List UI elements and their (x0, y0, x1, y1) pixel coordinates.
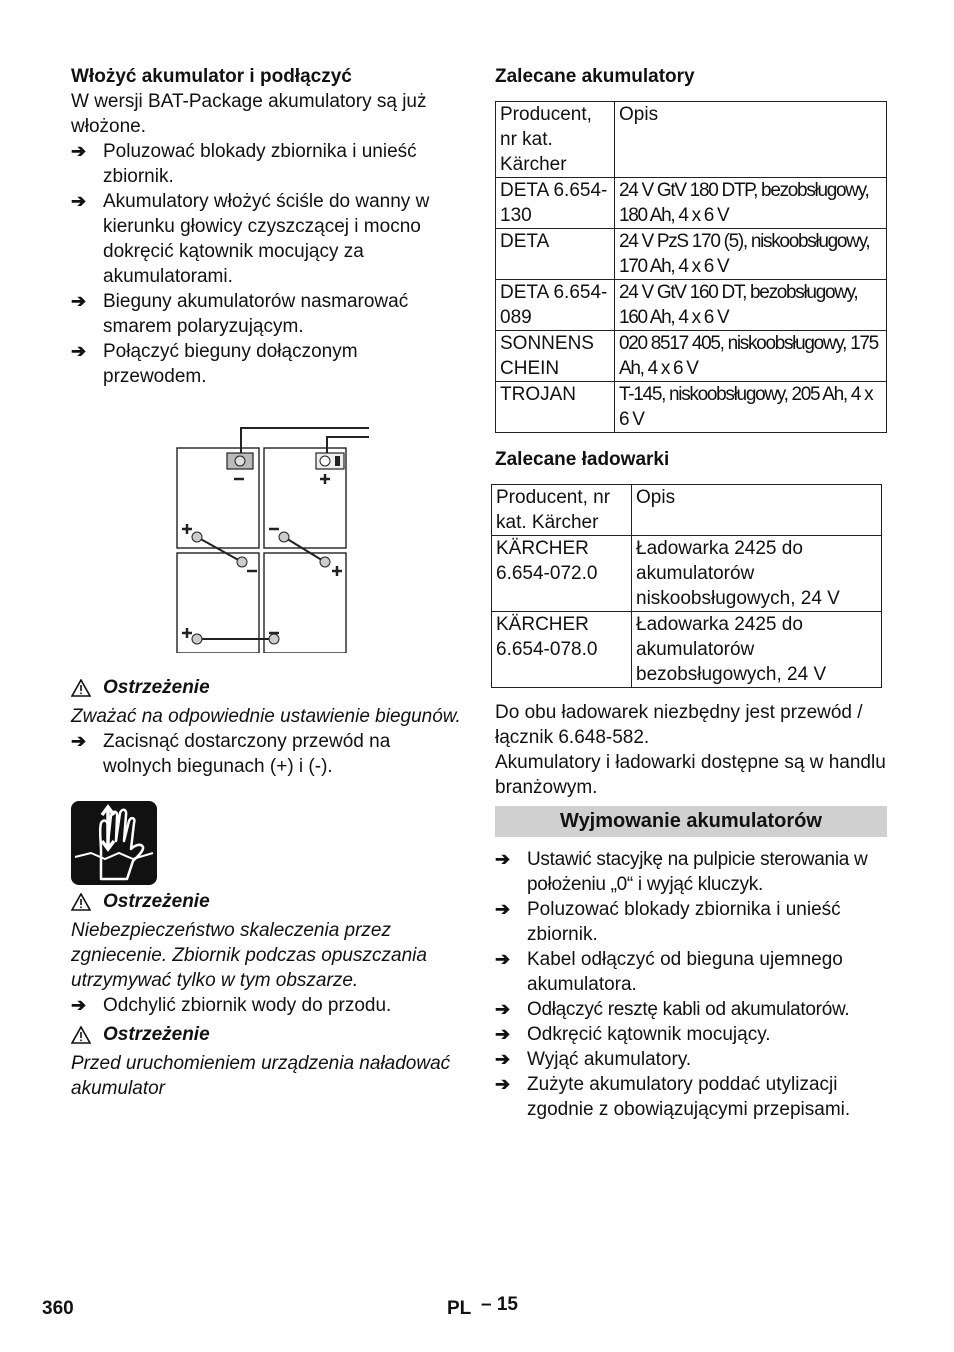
chargers-heading: Zalecane ładowarki (495, 449, 670, 470)
table-row: DETA 6.654-130 24 V GtV 180 DTP, bezobsługowy, 180 Ah, 4 x 6 V (496, 178, 887, 229)
table-row: KÄRCHER 6.654-072.0 Ładowarka 2425 do akumulatorów niskoobsługowych, 24 V (492, 536, 882, 612)
arrow-icon: ➔ (71, 191, 87, 211)
arrow-icon: ➔ (71, 341, 87, 361)
arrow-icon: ➔ (495, 849, 510, 869)
arrow-icon: ➔ (71, 731, 87, 751)
arrow-icon: ➔ (71, 141, 87, 161)
table-header-row: Producent, nr kat. Kärcher Opis (496, 102, 887, 178)
table-row: TROJAN T-145, niskoobsługowy, 205 Ah, 4 x 6 V (496, 382, 887, 433)
warning-triangle-icon (71, 679, 91, 697)
warning-text: Zważać na odpowiednie ustawienie biegunów. (71, 706, 461, 727)
table-row: KÄRCHER 6.654-078.0 Ładowarka 2425 do akumulatorów bezobsługowych, 24 V (492, 612, 882, 688)
removal-step: ➔ Odłączyć resztę kabli od akumulatorów. (495, 999, 850, 1020)
chargers-table (491, 484, 882, 688)
availability-note: Akumulatory i ładowarki dostępne są w handlu branżowym. (495, 752, 886, 798)
removal-step: ➔ Wyjąć akumulatory. (495, 1049, 692, 1070)
table-row: DETA 6.654-089 24 V GtV 160 DT, bezobsługowy, 160 Ah, 4 x 6 V (496, 280, 887, 331)
warning-step: ➔ Odchylić zbiornik wody do przodu. (71, 995, 392, 1016)
removal-step: ➔ Ustawić stacyjkę na pulpicie sterowania w położeniu „0“ i wyjąć kluczyk. (495, 849, 868, 895)
warning-title: Ostrzeżenie (71, 889, 461, 914)
battery-wiring-diagram (71, 413, 461, 653)
batteries-table (495, 101, 887, 433)
batteries-heading: Zalecane akumulatory (495, 66, 695, 87)
removal-step: ➔ Kabel odłączyć od bieguna ujemnego akumulatora. (495, 949, 843, 995)
install-step: ➔ Połączyć bieguny dołączonym przewodem. (71, 341, 358, 387)
left-column (71, 64, 461, 1101)
table-header-row: Producent, nr kat. Kärcher Opis (492, 485, 882, 536)
page-number: 360 (42, 1298, 74, 1319)
right-column (495, 64, 887, 1122)
warning-title: Ostrzeżenie (71, 1022, 461, 1047)
install-intro: W wersji BAT-Package akumulatory są już włożone. (71, 91, 427, 137)
warning-text: Niebezpieczeństwo skaleczenia przez zgniecenie. Zbiornik podczas opuszczania utrzymywać tylko w tym obszarze. (71, 920, 427, 991)
removal-step: ➔ Zużyte akumulatory poddać utylizacji zgodnie z obowiązującymi przepisami. (495, 1074, 851, 1120)
table-row: DETA 24 V PzS 170 (5), niskoobsługowy, 170 Ah, 4 x 6 V (496, 229, 887, 280)
install-step: ➔ Poluzować blokady zbiornika i unieść zbiornik. (71, 141, 417, 187)
arrow-icon: ➔ (71, 291, 87, 311)
warning-step: ➔ Zacisnąć dostarczony przewód na wolnych biegunach (+) i (-). (71, 731, 391, 777)
arrow-icon: ➔ (495, 1049, 511, 1069)
arrow-icon: ➔ (495, 1024, 511, 1044)
cable-note: Do obu ładowarek niezbędny jest przewód /łącznik 6.648-582. (495, 702, 863, 748)
arrow-icon: ➔ (495, 999, 510, 1019)
arrow-icon: ➔ (495, 899, 511, 919)
hand-crush-hazard-icon (71, 801, 157, 885)
install-heading: Włożyć akumulator i podłączyć (71, 66, 352, 87)
warning-text: Przed uruchomieniem urządzenia naładować akumulator (71, 1053, 451, 1099)
warning-triangle-icon (71, 1026, 91, 1044)
install-step: ➔ Bieguny akumulatorów nasmarować smarem polaryzującym. (71, 291, 409, 337)
removal-heading: Wyjmowanie akumulatorów (495, 806, 887, 837)
arrow-icon: ➔ (495, 949, 511, 969)
removal-step: ➔ Odkręcić kątownik mocujący. (495, 1024, 771, 1045)
removal-steps (495, 847, 887, 1122)
install-step: ➔ Akumulatory włożyć ściśle do wanny w kierunku głowicy czyszczącej i mocno dokręcić kątownik mocujący za akumulatorami. (71, 191, 430, 287)
warning-title: Ostrzeżenie (71, 675, 461, 700)
language-code: PL (447, 1298, 472, 1319)
arrow-icon: ➔ (71, 995, 87, 1015)
arrow-icon: ➔ (495, 1074, 511, 1094)
removal-step: ➔ Poluzować blokady zbiornika i unieść zbiornik. (495, 899, 841, 945)
warning-triangle-icon (71, 893, 91, 911)
table-row: SONNENS CHEIN 020 8517 405, niskoobsługowy, 175 Ah, 4 x 6 V (496, 331, 887, 382)
section-page: – 15 (481, 1294, 518, 1315)
